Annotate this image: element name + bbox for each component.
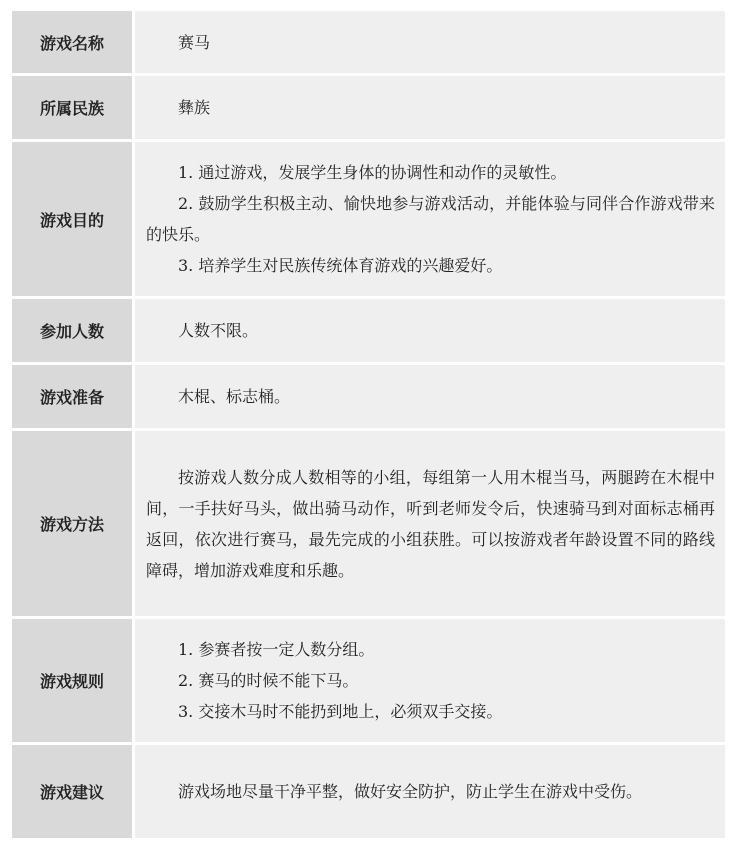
row-content — [135, 299, 725, 362]
table-row-preparation — [12, 362, 725, 428]
table-row-suggestion — [12, 742, 725, 838]
table-row-participants — [12, 296, 725, 362]
game-info-table — [12, 11, 725, 838]
row-text: 3. 交接木马时不能扔到地上，必须双手交接。 — [178, 702, 503, 721]
table-row-method — [12, 428, 725, 616]
row-label: 游戏方法 — [12, 431, 132, 616]
row-text: 按游戏人数分成人数相等的小组，每组第一人用木棍当马，两腿跨在木棍中间，一手扶好马头，做出骑马动作，听到老师发令后，快速骑马到对面标志桶再返回，依次进行赛马，最先完成的小组获胜。可以按游戏者年龄设置不同的路线障碍，增加游戏难度和乐趣。 — [146, 467, 715, 580]
row-content — [135, 619, 725, 742]
row-content — [135, 745, 725, 838]
row-content — [135, 431, 725, 616]
row-content — [135, 365, 725, 428]
row-label: 游戏建议 — [12, 745, 132, 838]
row-text: 2. 鼓励学生积极主动、愉快地参与游戏活动，并能体验与同伴合作游戏带来的快乐。 — [146, 194, 715, 244]
row-label: 游戏名称 — [12, 11, 132, 73]
row-text: 1. 通过游戏，发展学生身体的协调性和动作的灵敏性。 — [178, 163, 567, 182]
row-content — [135, 76, 725, 139]
table-row-purpose — [12, 139, 725, 296]
row-content — [135, 142, 725, 296]
row-label: 参加人数 — [12, 299, 132, 362]
row-content — [135, 11, 725, 73]
table-row-name — [12, 11, 725, 73]
row-text: 人数不限。 — [178, 321, 259, 340]
row-label: 游戏目的 — [12, 142, 132, 296]
table-row-rules — [12, 616, 725, 742]
row-text: 彝族 — [178, 98, 211, 117]
table-row-ethnicity — [12, 73, 725, 139]
row-label: 游戏规则 — [12, 619, 132, 742]
row-text: 游戏场地尽量干净平整，做好安全防护，防止学生在游戏中受伤。 — [178, 782, 643, 801]
row-text: 3. 培养学生对民族传统体育游戏的兴趣爱好。 — [178, 256, 503, 275]
row-text: 木棍、标志桶。 — [178, 387, 291, 406]
row-label: 所属民族 — [12, 76, 132, 139]
row-text: 1. 参赛者按一定人数分组。 — [178, 640, 375, 659]
row-text: 2. 赛马的时候不能下马。 — [178, 671, 359, 690]
row-text: 赛马 — [178, 32, 211, 52]
row-label: 游戏准备 — [12, 365, 132, 428]
